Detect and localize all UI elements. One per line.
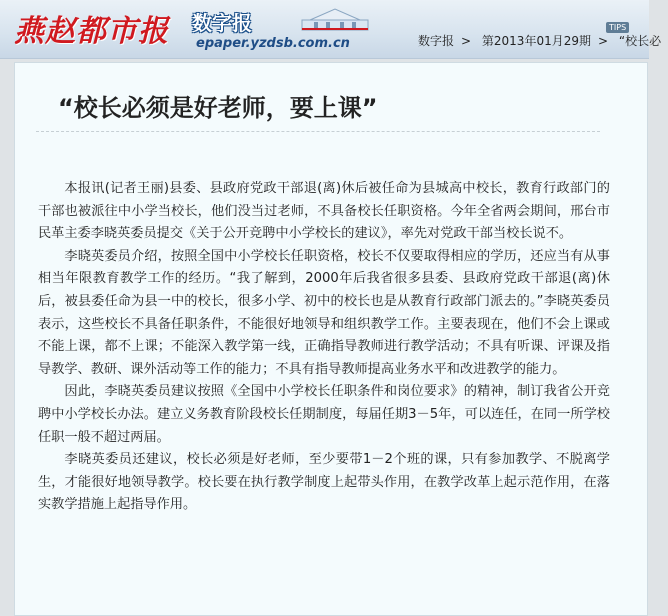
site-domain: epaper.yzdsb.com.cn <box>196 36 350 51</box>
article-paragraph: 因此，李晓英委员建议按照《全国中小学校长任职条件和岗位要求》的精神，制订我省公开竞聘中小学校长办法。建立义务教育阶段校长任期制度，每届任期3－5年，可以连任，在同一所学校任职一般不超过两届。 <box>38 384 610 445</box>
title-divider <box>36 131 600 132</box>
newspaper-logo[interactable]: 燕赵都市报 <box>14 14 169 49</box>
digital-edition-label: 数字报 <box>192 11 252 35</box>
breadcrumb-separator: > <box>461 34 472 48</box>
article-body <box>38 178 610 517</box>
building-illustration-icon <box>300 6 370 32</box>
tips-badge[interactable]: TIPS <box>606 22 629 33</box>
article-title: “校长必须是好老师，要上课” <box>58 94 378 122</box>
site-header <box>0 0 662 59</box>
breadcrumb-separator: > <box>598 34 609 48</box>
breadcrumb-digital-paper[interactable]: 数字报 <box>418 34 455 48</box>
article-paragraph: 李晓英委员介绍，按照全国中小学校长任职资格，校长不仅要取得相应的学历，还应当有从事相当年限教育教学工作的经历。“我了解到，2000年后我省很多县委、县政府党政干部退(离)休后，被县委任命为县一中的校长，很多小学、初中的校长也是从教育行政部门派去的。”李晓英委员表示，这些校长不具备任职条件，不能很好地领导和组织教学工作。主要表现在，他们不会上课或不能上课，都不上课；不能深入教学第一线，正确指导教师进行教学活动；不具有听课、评课及指导教学、教研、课外活动等工作的能力；不具有指导教师提高业务水平和改进教学的能力。 <box>38 248 610 377</box>
breadcrumb-issue[interactable]: 第2013年01月29期 <box>481 34 591 48</box>
article-paragraph: 李晓英委员还建议，校长必须是好老师，至少要带1－2个班的课，只有参加教学、不脱离学生，才能很好地领导教学。校长要在执行教学制度上起带头作用，在教学改革上起示范作用，在落实教学措施上起指导作用。 <box>38 452 610 513</box>
article-paragraph: 本报讯(记者王丽)县委、县政府党政干部退(离)休后被任命为县城高中校长，教育行政部门的干部也被派往中小学当校长，他们没当过老师，不具备校长任职资格。今年全省两会期间，邢台市民革主委李晓英委员提交《关于公开竞聘中小学校长的建议》，率先对党政干部当校长说不。 <box>38 181 610 242</box>
breadcrumb-article[interactable]: “校长必 <box>618 34 662 48</box>
breadcrumb <box>418 32 668 49</box>
